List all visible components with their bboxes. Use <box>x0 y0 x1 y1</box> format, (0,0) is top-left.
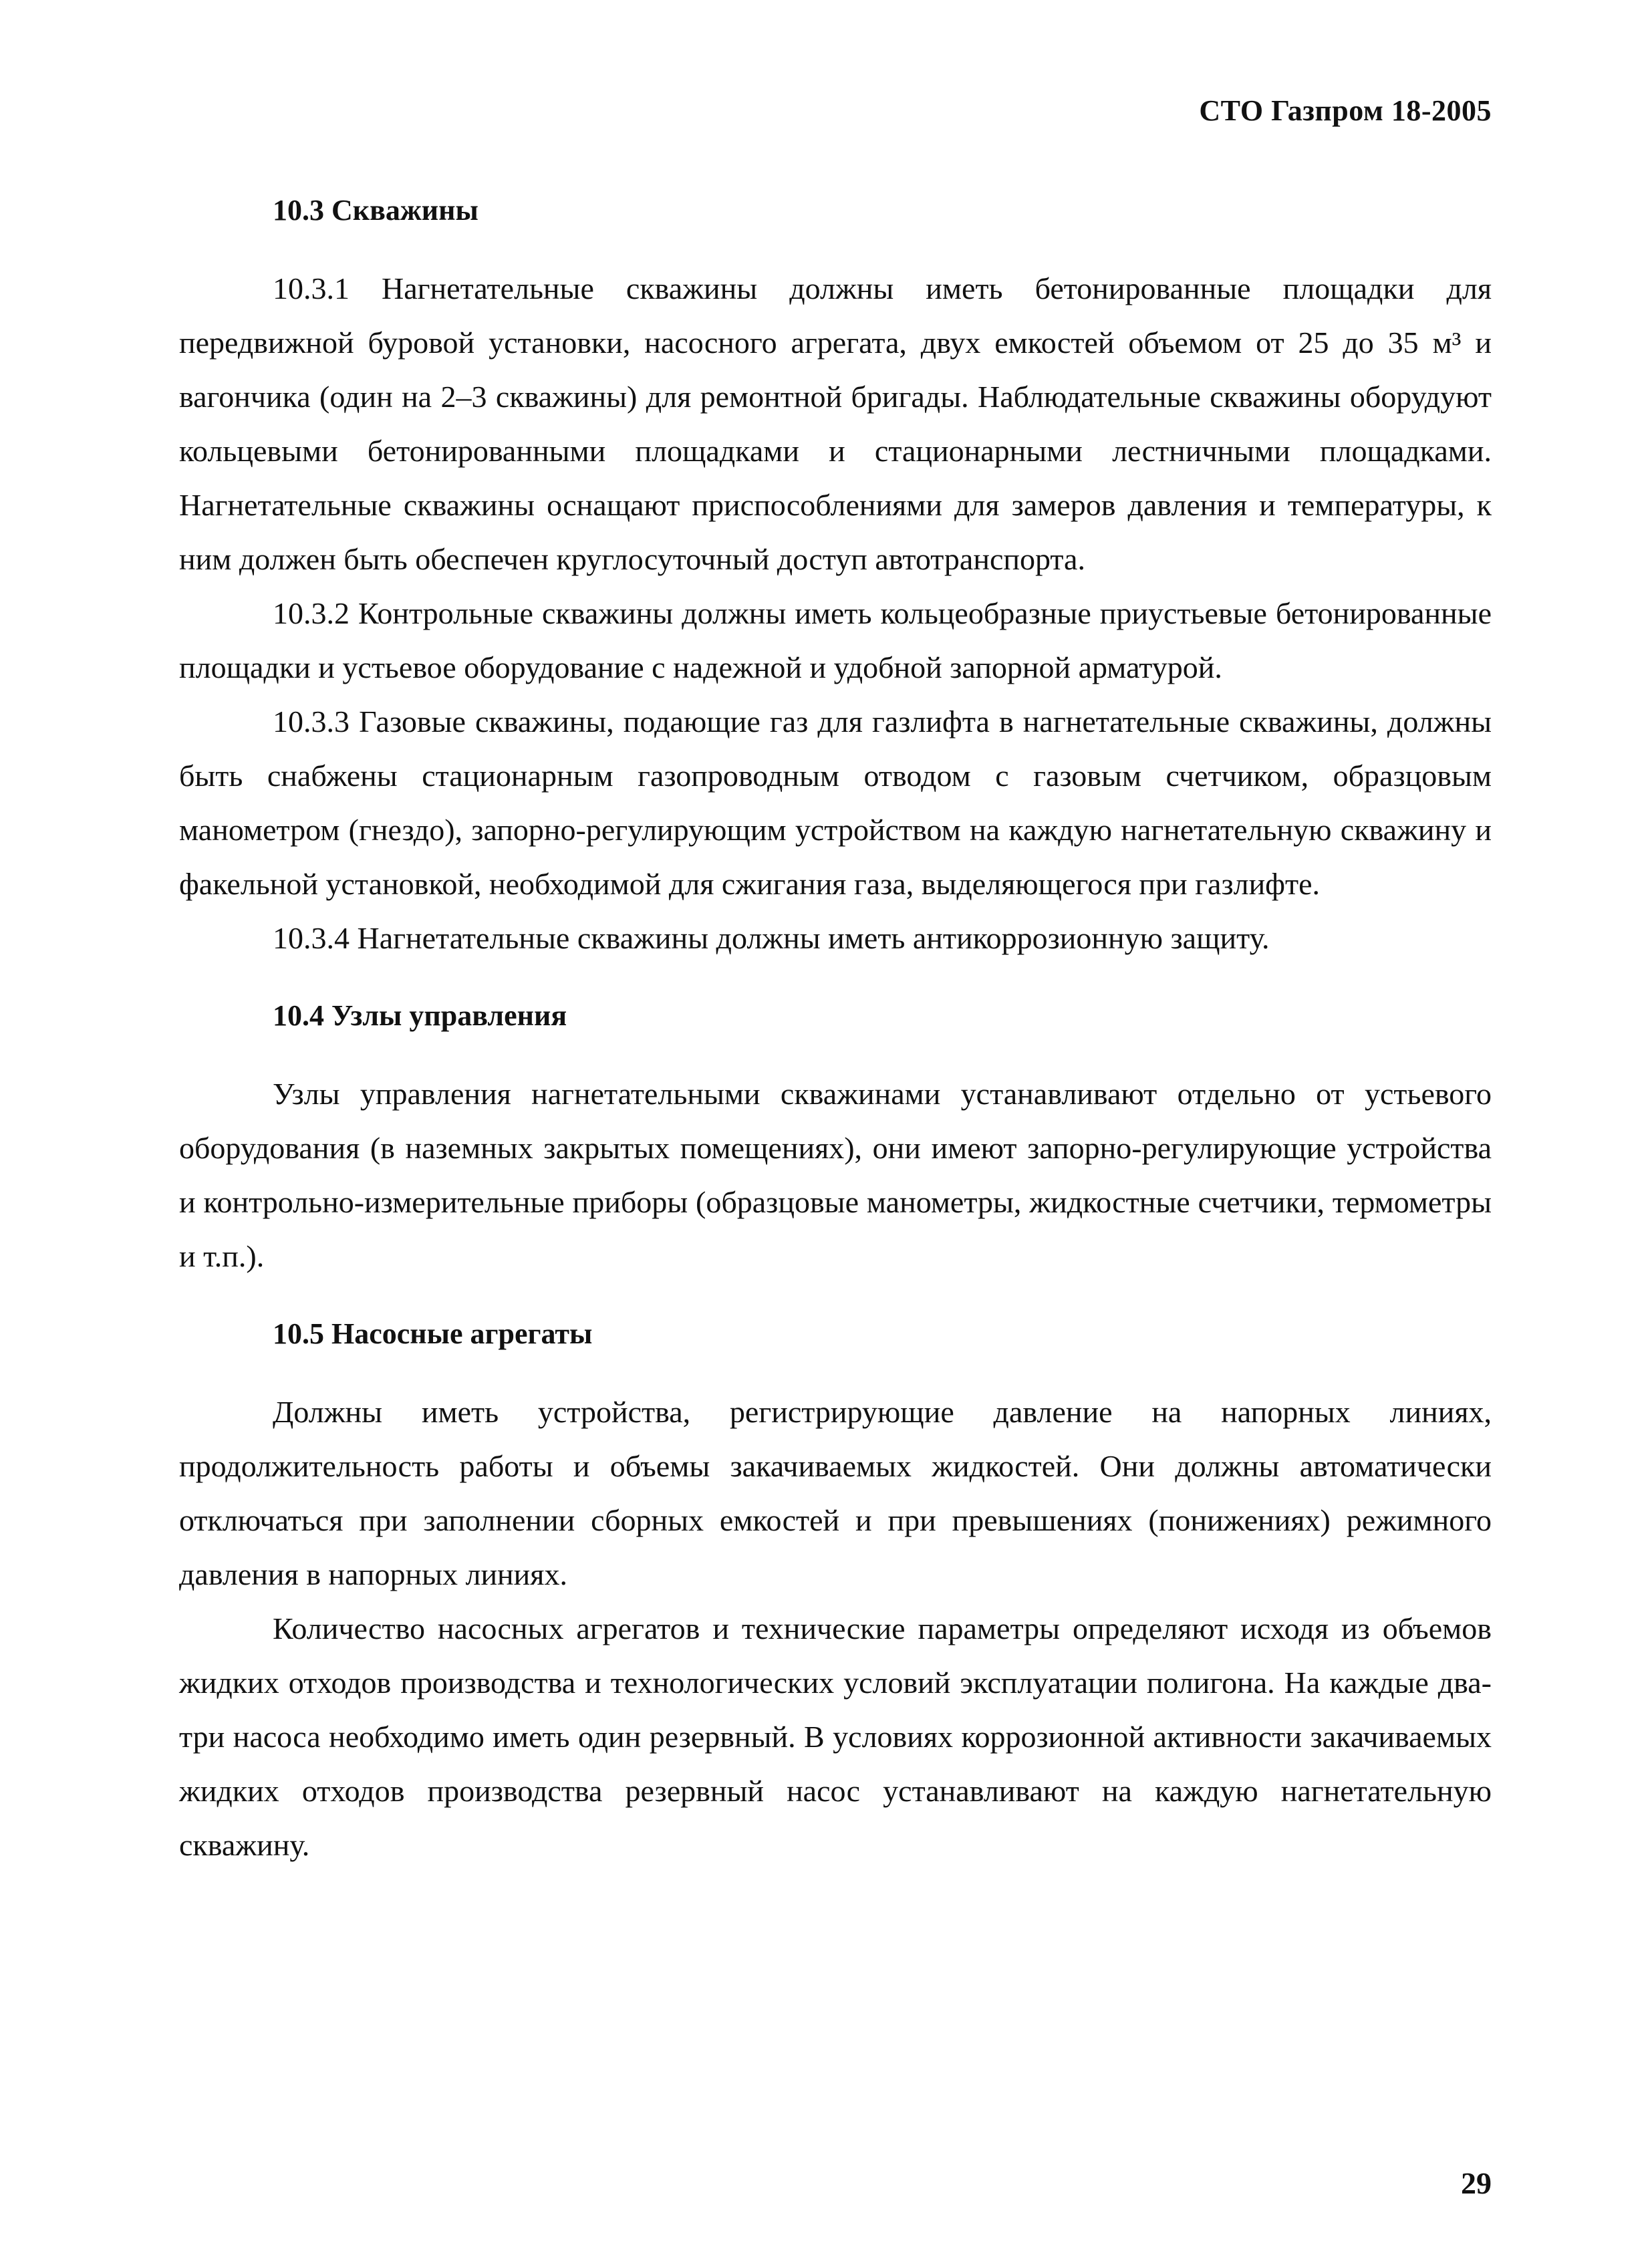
paragraph-10-3-1: 10.3.1 Нагнетательные скважины должны иметь бетонированные площадки для передвижной буровой установки, насосного агрегата, двух емкостей объемом от 25 до 35 м³ и вагончика (один на 2–3 скважины) для ремонтной бригады. Наблюдательные скважины оборудуют кольцевыми бетонированными площадками и стационарными лестничными площадками. Нагнетательные скважины оснащают приспособлениями для замеров давления и температуры, к ним должен быть обеспечен круглосуточный доступ автотранспорта. <box>179 271 1492 576</box>
section-heading-10-4: 10.4 Узлы управления <box>273 999 567 1032</box>
paragraph-10-5-1: Должны иметь устройства, регистрирующие давление на напорных линиях, продолжительность работы и объемы закачиваемых жидкостей. Они должны автоматически отключаться при заполнении сборных емкостей и при превышениях (понижениях) режимного давления в напорных линиях. <box>179 1395 1492 1591</box>
paragraph-10-4: Узлы управления нагнетательными скважинами устанавливают отдельно от устьевого оборудования (в наземных закрытых помещениях), они имеют запорно-регулирующие устройства и контрольно-измерительные приборы (образцовые манометры, жидкостные счетчики, термометры и т.п.). <box>179 1077 1492 1273</box>
page-number: 29 <box>1461 2166 1492 2200</box>
paragraph-10-5-2: Количество насосных агрегатов и технические параметры определяют исходя из объемов жидких отходов производства и технологических условий эксплуатации полигона. На каждые два-три насоса необходимо иметь один резервный. В условиях коррозионной активности закачиваемых жидких отходов производства резервный насос устанавливают на каждую нагнетательную скважину. <box>179 1611 1492 1862</box>
section-heading-10-5: 10.5 Насосные агрегаты <box>273 1317 593 1350</box>
document-code-header: СТО Газпром 18-2005 <box>1199 94 1492 127</box>
section-heading-10-3: 10.3 Скважины <box>273 194 478 227</box>
paragraph-10-3-4: 10.3.4 Нагнетательные скважины должны иметь антикоррозионную защиту. <box>273 921 1270 955</box>
page-content <box>179 184 1492 1872</box>
paragraph-10-3-2: 10.3.2 Контрольные скважины должны иметь кольцеобразные приустьевые бетонированные площадки и устьевое оборудование с надежной и удобной запорной арматурой. <box>179 596 1492 684</box>
paragraph-10-3-3: 10.3.3 Газовые скважины, подающие газ для газлифта в нагнетательные скважины, должны быть снабжены стационарным газопроводным отводом с газовым счетчиком, образцовым манометром (гнездо), запорно-регулирующим устройством на каждую нагнетательную скважину и факельной установкой, необходимой для сжигания газа, выделяющегося при газлифте. <box>179 704 1492 901</box>
